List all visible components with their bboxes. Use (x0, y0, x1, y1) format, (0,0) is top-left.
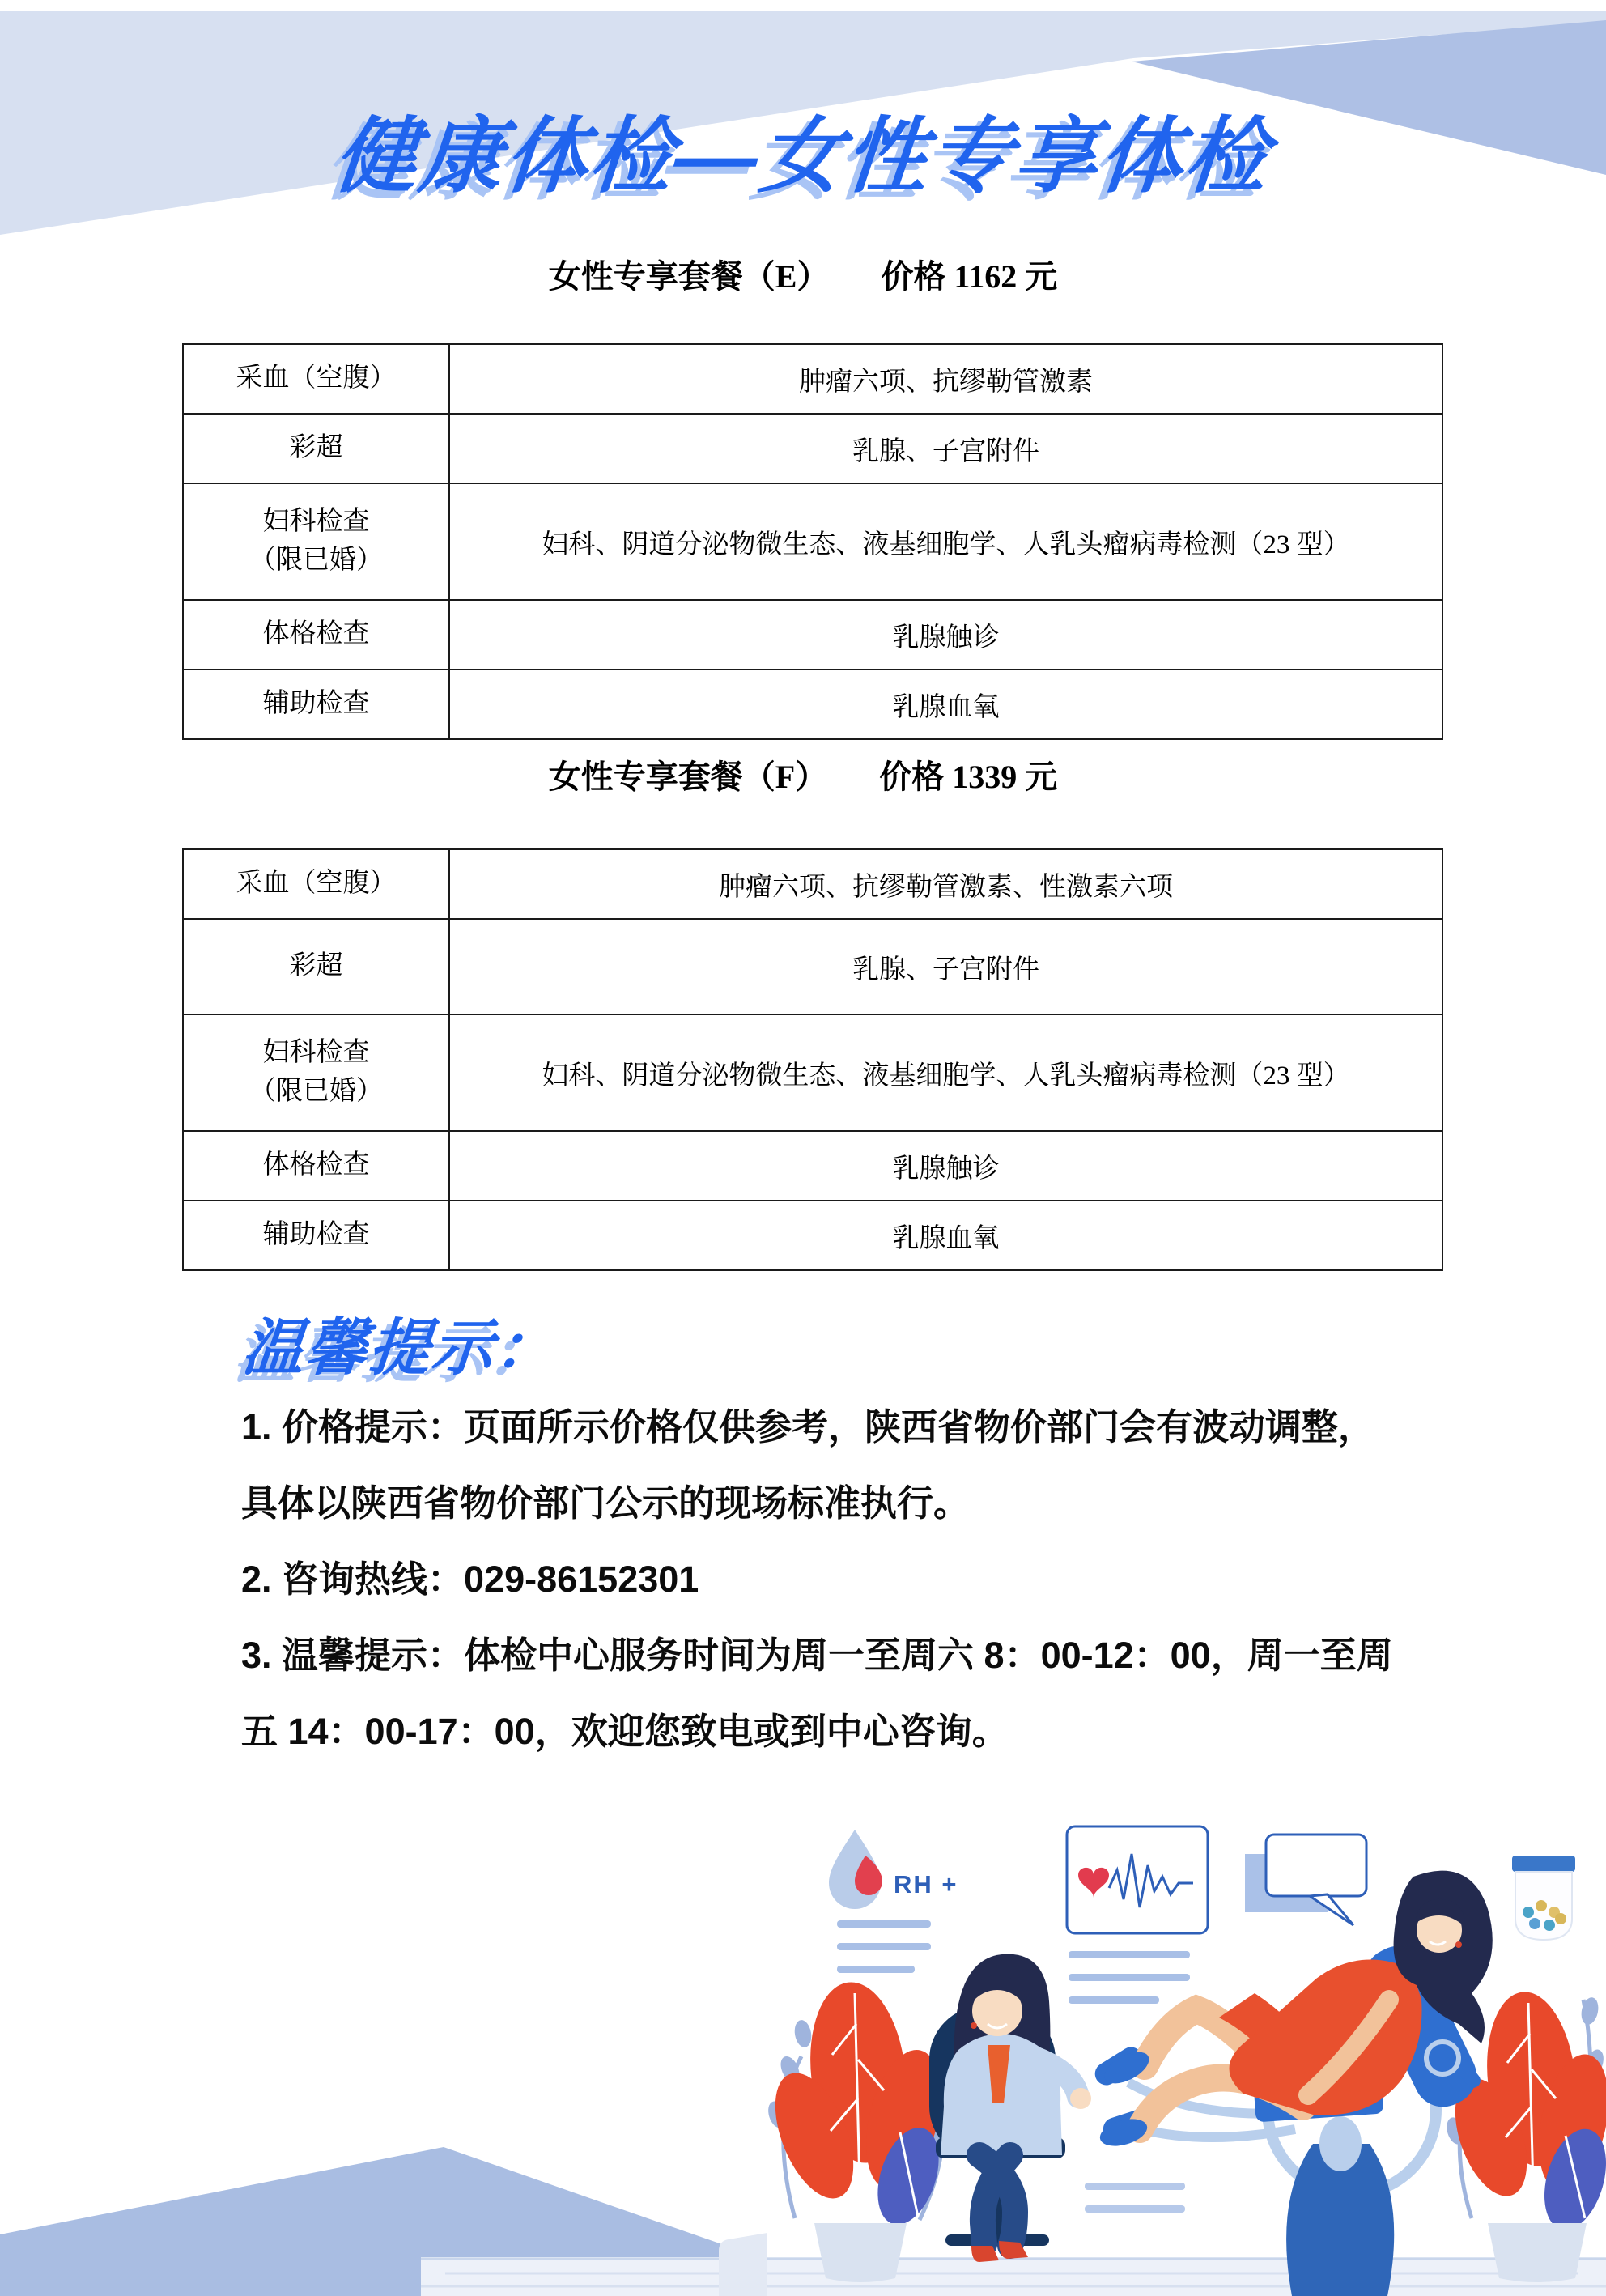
medical-consultation-illustration (421, 1733, 1606, 2296)
tips-heading: 温馨提示： (239, 1314, 562, 1383)
table-row (183, 414, 1442, 483)
table-row (183, 670, 1442, 739)
plant-pot (814, 2223, 907, 2282)
package-e-price: 价格 1162 元 (881, 258, 1058, 295)
row-label: 妇科检查 (262, 1038, 370, 1068)
table-row (183, 344, 1442, 414)
package-e-heading (0, 251, 1606, 297)
row-content: 肿瘤六项、抗缪勒管激素 (449, 344, 1442, 414)
row-label: 彩超 (289, 433, 343, 463)
row-label: 辅助检查 (262, 689, 370, 719)
row-content: 肿瘤六项、抗缪勒管激素、性激素六项 (449, 849, 1442, 919)
text-placeholder-lines (837, 1920, 931, 1973)
table-row (183, 1131, 1442, 1201)
plant-right (1441, 1988, 1606, 2282)
row-content: 乳腺、子宫附件 (449, 414, 1442, 483)
row-label-note: （限已婚） (249, 546, 383, 575)
row-label: 妇科检查 (262, 507, 370, 537)
tip-item-1: 1. 价格提示：页面所示价格仅供参考，陕西省物价部门会有波动调整，具体以陕西省物价部门公示的现场标准执行。 (241, 1406, 1375, 1524)
speech-bubble-icon (1245, 1835, 1366, 1925)
table-row (183, 483, 1442, 600)
row-content: 妇科、阴道分泌物微生态、液基细胞学、人乳头瘤病毒检测（23 型） (449, 483, 1442, 600)
plant-pot (1488, 2223, 1587, 2282)
page-title: 健康体检—女性专享体检 (330, 110, 1274, 202)
package-f-price: 价格 1339 元 (879, 759, 1058, 795)
table-row (183, 1201, 1442, 1270)
row-label: 采血（空腹） (236, 869, 397, 899)
pill-jar-icon (1512, 1856, 1575, 1940)
blood-type-icon (829, 1830, 958, 1973)
package-e-table (182, 343, 1443, 740)
row-content: 乳腺触诊 (449, 600, 1442, 670)
package-f-name: 女性专享套餐（F） (548, 759, 828, 795)
row-label: 彩超 (289, 951, 343, 981)
tips-list (241, 1389, 1394, 1770)
table-row (183, 919, 1442, 1014)
table-row (183, 600, 1442, 670)
table-row (183, 1014, 1442, 1131)
row-label: 体格检查 (262, 1150, 370, 1180)
doctor-figure (929, 1954, 1091, 2262)
plant-left (759, 1978, 958, 2282)
row-content: 乳腺血氧 (449, 1201, 1442, 1270)
row-content: 乳腺触诊 (449, 1131, 1442, 1201)
step-block (719, 2233, 767, 2296)
tip-item-2: 2. 咨询热线：029-86152301 (241, 1558, 699, 1600)
package-f-heading (0, 751, 1606, 797)
package-e-name: 女性专享套餐（E） (548, 258, 830, 295)
blood-type-label: RH + (894, 1870, 958, 1898)
tip-item-3: 3. 温馨提示：体检中心服务时间为周一至周六 8：00-12：00，周一至周五 14：00-17：00，欢迎您致电或到中心咨询。 (241, 1635, 1393, 1752)
row-label: 辅助检查 (262, 1220, 370, 1250)
row-label: 采血（空腹） (236, 364, 397, 393)
row-label-note: （限已婚） (249, 1077, 383, 1106)
package-f-table (182, 848, 1443, 1271)
row-content: 乳腺、子宫附件 (449, 919, 1442, 1014)
row-content: 妇科、阴道分泌物微生态、液基细胞学、人乳头瘤病毒检测（23 型） (449, 1014, 1442, 1131)
row-label: 体格检查 (262, 619, 370, 649)
row-content: 乳腺血氧 (449, 670, 1442, 739)
table-row (183, 849, 1442, 919)
